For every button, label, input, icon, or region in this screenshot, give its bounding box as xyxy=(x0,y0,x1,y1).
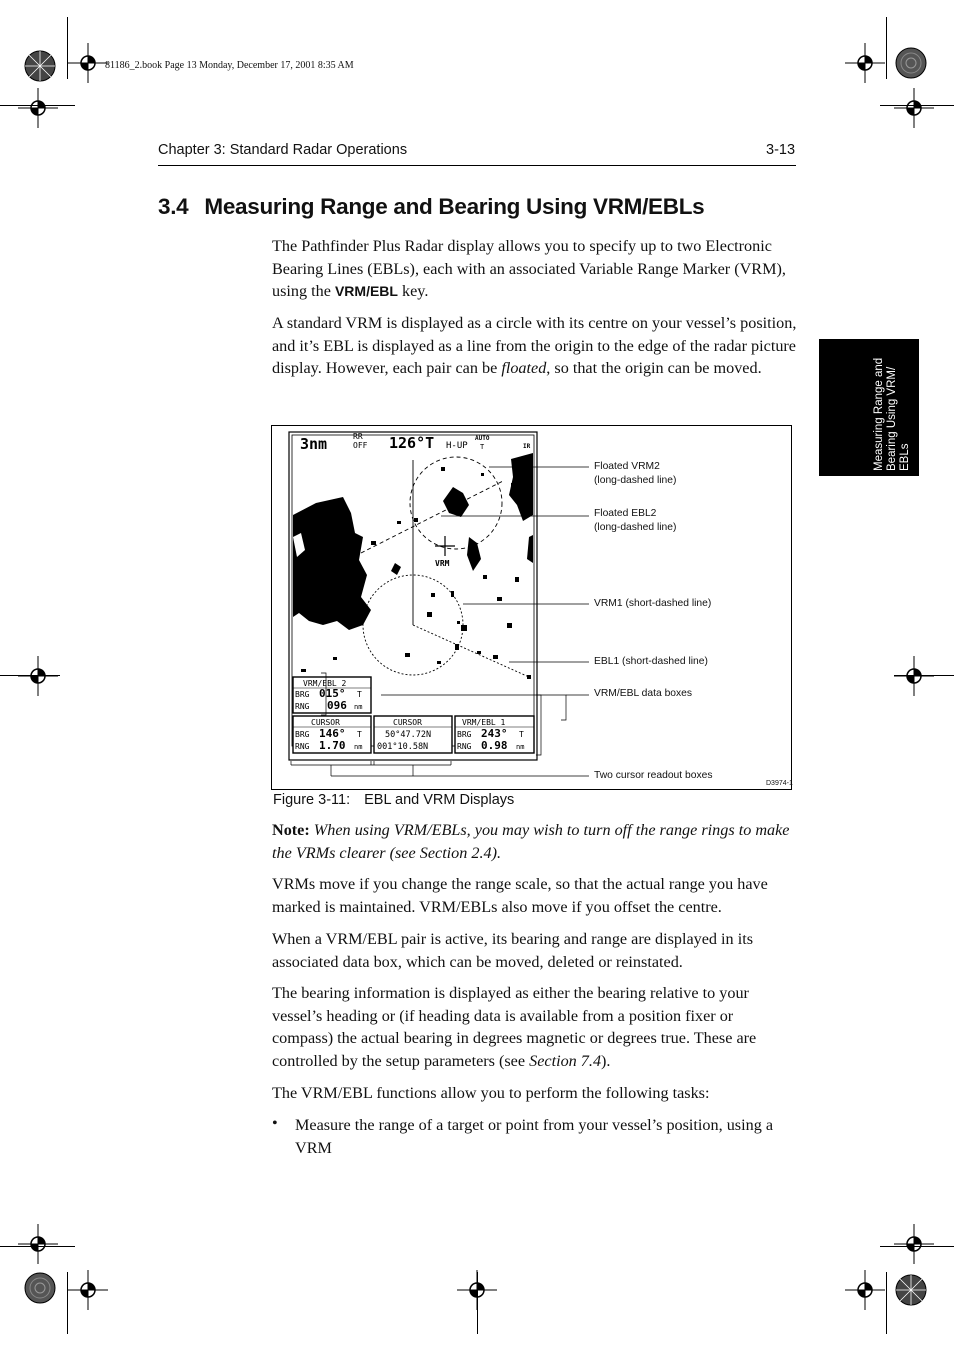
box-title: VRM/EBL 1 xyxy=(462,718,506,727)
registration-mark-icon xyxy=(22,48,58,84)
registration-mark-icon xyxy=(457,1270,497,1310)
box-vrm1 xyxy=(455,716,534,753)
callout-ebl2 xyxy=(594,507,676,534)
box-label: RNG xyxy=(457,742,472,751)
radar-display-figure xyxy=(271,425,792,790)
key-name: VRM/EBL xyxy=(334,283,398,299)
paragraph: VRMs move if you change the range scale, so that the actual range you have marked is maintained. VRM/EBLs also move if you offset the centre. xyxy=(272,875,768,916)
registration-mark-icon xyxy=(894,88,934,128)
registration-mark-icon xyxy=(68,1270,108,1310)
side-tab-label: Measuring Range and Bearing Using VRM/ EBLs xyxy=(873,357,911,471)
box-cursor-1 xyxy=(293,716,371,753)
paragraph-text: A standard VRM is displayed as a circle with its centre on your vessel’s position, and it’s EBL is displayed as a line from the origin to the edge of the radar picture display. However, each pair can be xyxy=(272,314,797,377)
box-unit: T xyxy=(519,730,524,739)
box-label: BRG xyxy=(457,730,472,739)
box-unit: T xyxy=(357,730,362,739)
callout-vrm1: VRM1 (short-dashed line) xyxy=(594,598,712,609)
box-value: 001°10.58N xyxy=(377,742,429,752)
header-rule xyxy=(158,165,796,166)
radar-vrm-label: VRM xyxy=(435,559,450,568)
box-title: CURSOR xyxy=(311,718,340,727)
radar-auto-t: T xyxy=(480,443,485,451)
callout-vrm2 xyxy=(594,460,676,487)
box-title: VRM/EBL 2 xyxy=(303,679,347,688)
paragraph-text: key. xyxy=(397,282,429,300)
radar-mode: H-UP xyxy=(446,441,468,451)
registration-mark-icon xyxy=(845,43,885,83)
bullet-item: Measure the range of a target or point from your vessel’s position, using a VRM xyxy=(295,1116,774,1157)
registration-mark-icon xyxy=(893,45,929,81)
box-value: 1.70 xyxy=(319,739,346,752)
section-number: 3.4 xyxy=(158,194,189,219)
registration-mark-icon xyxy=(22,1270,58,1306)
radar-auto: AUTO xyxy=(475,435,490,442)
figure-reference: D3974-1 xyxy=(766,780,793,787)
box-label: BRG xyxy=(295,690,310,699)
running-head-chapter: Chapter 3: Standard Radar Operations xyxy=(158,142,408,158)
box-vrm2 xyxy=(293,677,371,713)
note-text: When using VRM/EBLs, you may wish to turn off the range rings to make the VRMs clearer (see Section 2.4). xyxy=(272,821,790,862)
page-number: 3-13 xyxy=(766,142,796,158)
callout-text: Floated EBL2 xyxy=(594,508,657,519)
paragraph-text: , so that the origin can be moved. xyxy=(546,359,762,377)
paragraph xyxy=(272,235,798,303)
caption-number: Figure 3-11: xyxy=(273,792,351,808)
callout-ebl1: EBL1 (short-dashed line) xyxy=(594,656,708,667)
registration-mark-icon xyxy=(68,43,108,83)
registration-mark-icon xyxy=(894,1224,934,1264)
registration-mark-icon xyxy=(18,1224,58,1264)
registration-mark-icon xyxy=(894,656,934,696)
paragraph: When a VRM/EBL pair is active, its bearing and range are displayed in its associated data box, which can be moved, deleted or reinstated. xyxy=(272,930,753,971)
print-info: 81186_2.book Page 13 Monday, December 17, 2001 8:35 AM xyxy=(105,60,354,71)
box-title: CURSOR xyxy=(393,718,422,727)
box-unit: nm xyxy=(516,743,525,751)
callout-cursor-boxes: Two cursor readout boxes xyxy=(594,770,713,781)
box-value: 146° xyxy=(319,727,346,740)
box-value: 015° xyxy=(319,687,346,700)
radar-rr: RR xyxy=(353,432,363,441)
figure-caption xyxy=(273,792,514,808)
emphasis: floated xyxy=(501,359,547,377)
caption-title: EBL and VRM Displays xyxy=(364,792,515,808)
paragraph-text: The Pathfinder Plus Radar display allows you to specify up to two Electronic Bearing Lines (EBLs), each with an associated Variable Range Marker (VRM), using the xyxy=(272,237,786,300)
callout-text: (long-dashed line) xyxy=(594,474,677,486)
paragraph: The VRM/EBL functions allow you to perform the following tasks: xyxy=(272,1084,710,1102)
radar-heading: 126°T xyxy=(389,434,435,452)
paragraph xyxy=(272,982,798,1072)
box-cursor-2 xyxy=(374,716,452,753)
registration-mark-icon xyxy=(893,1272,929,1308)
box-label: RNG xyxy=(295,742,310,751)
box-unit: T xyxy=(357,690,362,699)
registration-mark-icon xyxy=(18,88,58,128)
section-title: Measuring Range and Bearing Using VRM/EBLs xyxy=(204,194,705,219)
emphasis: Section 7.4 xyxy=(529,1051,602,1070)
box-label: BRG xyxy=(295,730,310,739)
callout-text: (long-dashed line) xyxy=(594,521,677,533)
box-value: 50°47.72N xyxy=(385,730,432,740)
registration-mark-icon xyxy=(845,1270,885,1310)
radar-rr-off: OFF xyxy=(353,441,368,450)
paragraph xyxy=(272,312,798,380)
box-value: 096 xyxy=(327,699,347,712)
bullet-marker: • xyxy=(272,1114,278,1132)
note-label: Note: xyxy=(272,821,310,839)
radar-ir: IR xyxy=(523,443,531,450)
callout-data-boxes: VRM/EBL data boxes xyxy=(594,688,693,699)
paragraph-text: ). xyxy=(601,1051,611,1070)
callout-text: Floated VRM2 xyxy=(594,461,660,472)
note-paragraph xyxy=(272,819,798,864)
section-heading xyxy=(158,194,704,220)
box-unit: nm xyxy=(354,743,363,751)
registration-mark-icon xyxy=(18,656,58,696)
box-value: 0.98 xyxy=(481,739,508,752)
box-unit: nm xyxy=(354,703,363,711)
radar-range: 3nm xyxy=(300,435,328,453)
paragraph-text: The bearing information is displayed as either the bearing relative to your vessel’s heading or (if heading data is available from a position fixer or compass) the actual bearing in degrees magnetic or degrees true. These are controlled by the setup parameters (see xyxy=(272,984,757,1070)
chapter-side-tab xyxy=(819,339,919,476)
box-label: RNG xyxy=(295,702,310,711)
box-value: 243° xyxy=(481,727,508,740)
